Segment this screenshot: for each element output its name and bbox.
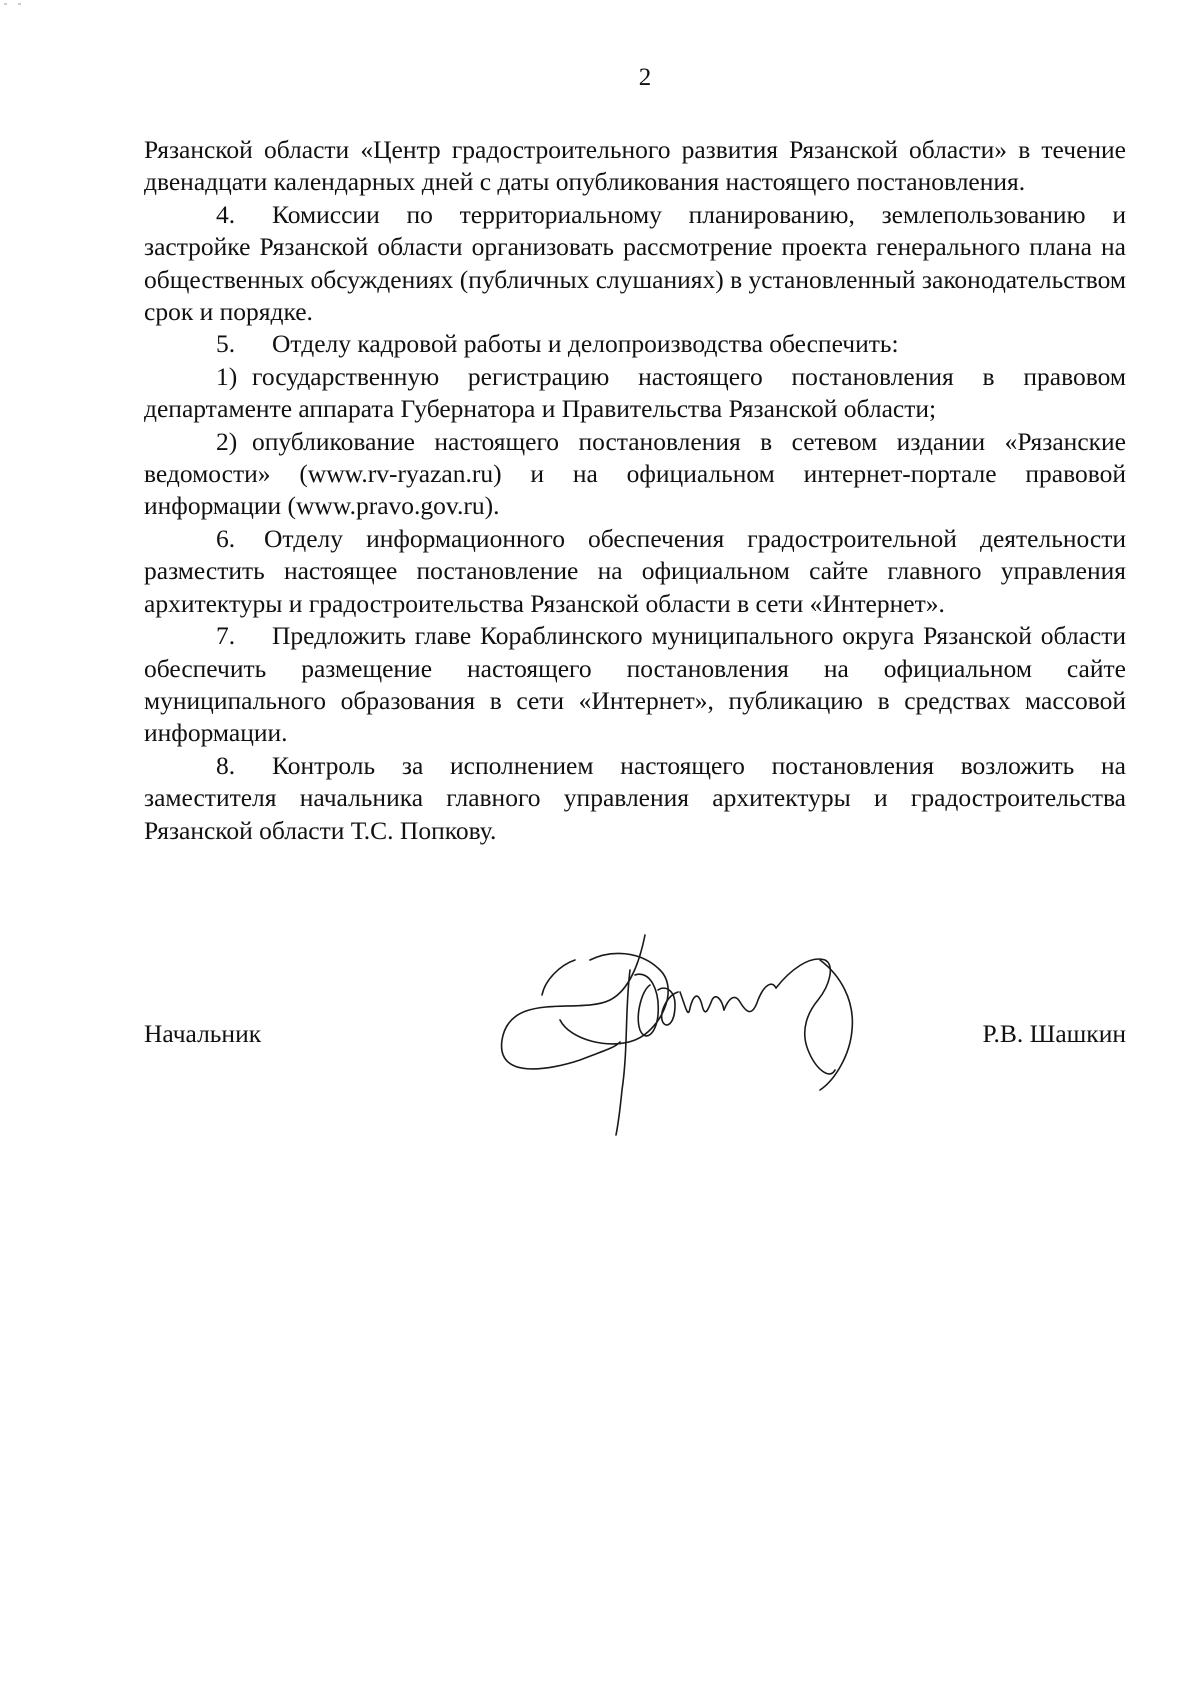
paragraph-number: 7.	[216, 621, 236, 651]
paragraph-text: государственную регистрацию настоящего постановления в правовом департаменте аппарата Губернатора и Правительства Рязанской области;	[144, 361, 1126, 424]
paragraph-number: 4.	[216, 199, 236, 229]
paragraph-text: Отделу информационного обеспечения градостроительной деятельности разместить настоящее постановление на официальном сайте главного управления архитектуры и градостроительства Рязанской области в сети «Интернет».	[144, 523, 1126, 618]
paragraph-number: 2)	[216, 426, 238, 456]
paragraph-number: 1)	[216, 361, 238, 391]
page-number: 2	[638, 64, 652, 91]
signatory-title: Начальник	[144, 1019, 262, 1048]
paragraph-5-2	[144, 426, 1126, 523]
paragraph-text: опубликование настоящего постановления в сетевом издании «Рязанские ведомости» (www.rv-ryazan.ru) и на официальном интернет-портале правовой информации (www.pravo.gov.ru).	[144, 426, 1126, 521]
paragraph-7	[144, 620, 1126, 750]
scan-corner-mark	[4, 2, 24, 6]
paragraph-5	[144, 328, 1126, 360]
paragraph-number: 6.	[216, 523, 236, 553]
paragraph-number: 5.	[216, 329, 236, 359]
paragraph-number: 8.	[216, 750, 236, 780]
paragraph-text: Отделу кадровой работы и делопроизводства обеспечить:	[272, 329, 899, 359]
paragraph-continuation: Рязанской области «Центр градостроительного развития Рязанской области» в течение двенадцати календарных дней с даты опубликования настоящего постановления.	[144, 135, 1126, 197]
paragraph-8	[144, 750, 1126, 847]
paragraph-text: Контроль за исполнением настоящего постановления возложить на заместителя начальника главного управления архитектуры и градостроительства Рязанской области Т.С. Попкову.	[144, 750, 1126, 845]
paragraph-text: Предложить главе Кораблинского муниципального округа Рязанской области обеспечить размещение настоящего постановления на официальном сайте муниципального образования в сети «Интернет», публикацию в средствах массовой информации.	[144, 621, 1126, 748]
paragraph-6	[144, 523, 1126, 620]
paragraph-5-1	[144, 361, 1126, 426]
paragraph-text: Комиссии по территориальному планированию, землепользованию и застройке Рязанской области организовать рассмотрение проекта генерального плана на общественных обсуждениях (публичных слушаниях) в установленный законодательством срок и порядке.	[144, 199, 1127, 327]
document-body	[144, 134, 1126, 847]
handwritten-signature	[490, 930, 910, 1140]
signatory-name: Р.В. Шашкин	[982, 1019, 1126, 1048]
paragraph-4	[144, 199, 1126, 329]
